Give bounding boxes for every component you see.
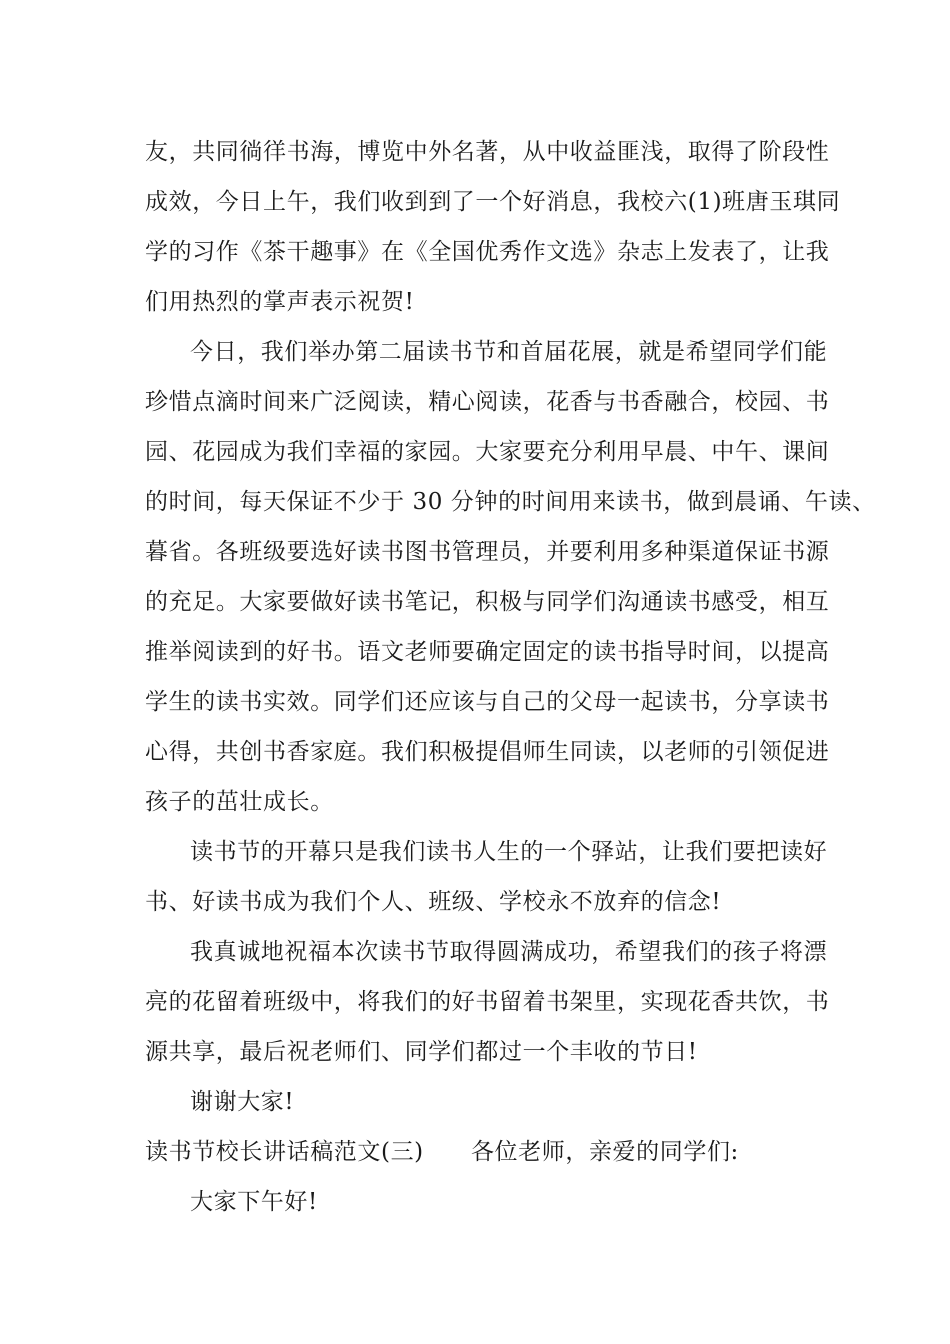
text-line: 源共享，最后祝老师们、同学们都过一个丰收的节日! bbox=[145, 1039, 698, 1065]
text-line: 珍惜点滴时间来广泛阅读，精心阅读，花香与书香融合，校园、书 bbox=[145, 389, 830, 415]
text-line: 书、好读书成为我们个人、班级、学校永不放弃的信念! bbox=[145, 889, 722, 915]
text-line: 推举阅读到的好书。语文老师要确定固定的读书指导时间，以提高 bbox=[145, 639, 830, 665]
paragraph-start-line: 读书节的开幕只是我们读书人生的一个驿站，让我们要把读好 bbox=[190, 839, 828, 865]
text-line: 成效，今日上午，我们收到到了一个好消息，我校六(1)班唐玉琪同 bbox=[145, 189, 841, 215]
text-line: 们用热烈的掌声表示祝贺! bbox=[145, 289, 415, 315]
paragraph-start-line: 谢谢大家! bbox=[190, 1089, 295, 1115]
paragraph-start-line: 大家下午好! bbox=[190, 1189, 318, 1215]
text-line: 学的习作《茶干趣事》在《全国优秀作文选》杂志上发表了，让我 bbox=[145, 239, 830, 265]
text-line: 友，共同徜徉书海，博览中外名著，从中收益匪浅，取得了阶段性 bbox=[145, 139, 830, 165]
section-heading-line: 读书节校长讲话稿范文(三) 各位老师，亲爱的同学们: bbox=[145, 1139, 739, 1165]
paragraph-start-line: 我真诚地祝福本次读书节取得圆满成功，希望我们的孩子将漂 bbox=[190, 939, 828, 965]
text-line: 的充足。大家要做好读书笔记，积极与同学们沟通读书感受，相互 bbox=[145, 589, 830, 615]
paragraph-start-line: 今日，我们举办第二届读书节和首届花展，就是希望同学们能 bbox=[190, 339, 828, 365]
text-line: 心得，共创书香家庭。我们积极提倡师生同读，以老师的引领促进 bbox=[145, 739, 830, 765]
text-line: 亮的花留着班级中，将我们的好书留着书架里，实现花香共饮，书 bbox=[145, 989, 830, 1015]
text-line: 孩子的茁壮成长。 bbox=[145, 789, 334, 815]
text-line: 学生的读书实效。同学们还应该与自己的父母一起读书，分享读书 bbox=[145, 689, 830, 715]
text-line: 的时间，每天保证不少于 30 分钟的时间用来读书，做到晨诵、午读、 bbox=[145, 489, 876, 515]
text-line: 暮省。各班级要选好读书图书管理员，并要利用多种渠道保证书源 bbox=[145, 539, 830, 565]
text-line: 园、花园成为我们幸福的家园。大家要充分利用早晨、中午、课间 bbox=[145, 439, 830, 465]
